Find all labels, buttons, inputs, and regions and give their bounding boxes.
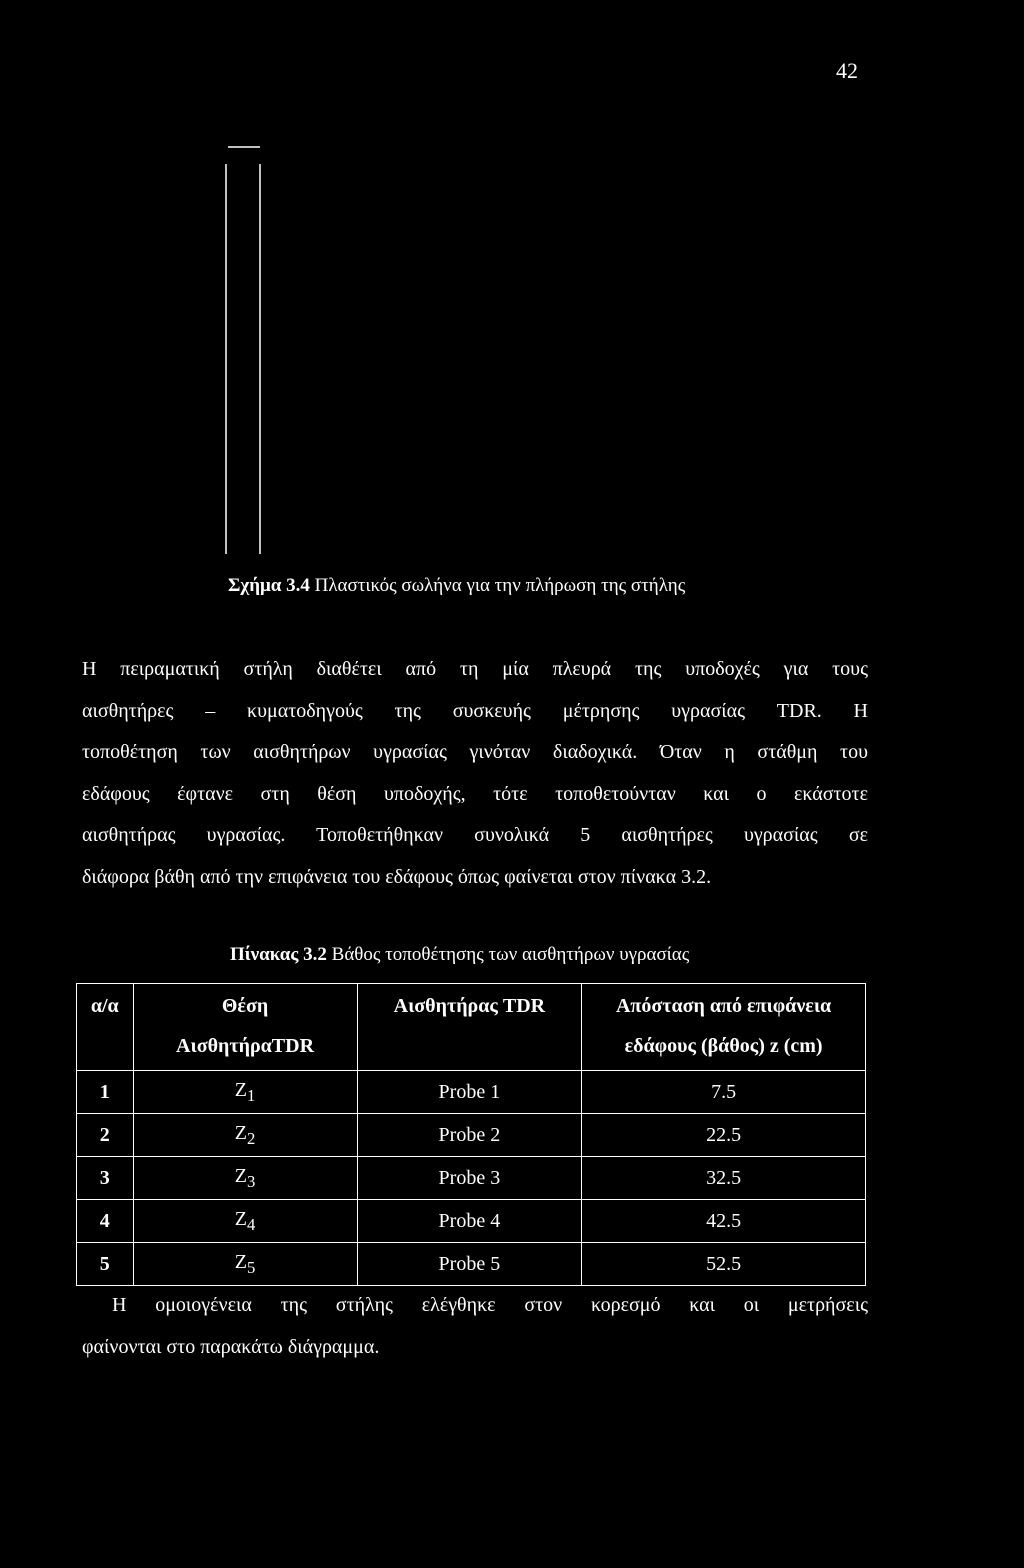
row-position xyxy=(133,1114,357,1157)
position-subscript: 1 xyxy=(247,1085,256,1105)
page-number: 42 xyxy=(836,58,858,83)
row-index: 3 xyxy=(77,1157,134,1200)
position-symbol: Z xyxy=(234,1121,247,1144)
paragraph-line: Η πειραματική στήλη διαθέτει από τη μία πλευρά της υποδοχές για τους xyxy=(82,658,868,680)
paragraph-line: διάφορα βάθη από την επιφάνεια του εδάφους όπως φαίνεται στον πίνακα 3.2. xyxy=(82,865,712,888)
row-probe: Probe 5 xyxy=(357,1243,582,1286)
body-paragraph-1 xyxy=(82,649,868,898)
paragraph-line: εδάφους έφτανε στη θέση υποδοχής, τότε τοποθετούνταν και ο εκάστοτε xyxy=(82,782,868,805)
position-symbol: Z xyxy=(234,1078,247,1101)
row-position xyxy=(133,1200,357,1243)
row-index: 5 xyxy=(77,1243,134,1286)
row-depth: 22.5 xyxy=(582,1114,866,1157)
position-subscript: 2 xyxy=(247,1128,256,1148)
row-depth: 32.5 xyxy=(582,1157,866,1200)
position-symbol: Z xyxy=(234,1164,247,1187)
header-line: εδάφους (βάθος) z (cm) xyxy=(624,1035,823,1057)
header-index: α/α xyxy=(77,984,134,1071)
table-label: Πίνακας 3.2 xyxy=(230,944,327,965)
body-paragraph-2 xyxy=(82,1285,868,1368)
position-symbol: Z xyxy=(234,1207,247,1230)
table-caption-text: Βάθος τοποθέτησης των αισθητήρων υγρασίας xyxy=(326,944,690,965)
row-depth: 42.5 xyxy=(582,1200,866,1243)
row-depth: 52.5 xyxy=(582,1243,866,1286)
table-row xyxy=(77,1200,866,1243)
row-position xyxy=(133,1071,357,1114)
paragraph-line: Η ομοιογένεια της στήλης ελέγθηκε στον κορεσμό και οι μετρήσεις xyxy=(112,1294,868,1316)
paragraph-line: αισθητήρας υγρασίας. Τοποθετήθηκαν συνολικά 5 αισθητήρες υγρασίας σε xyxy=(82,824,868,846)
paragraph-line: φαίνονται στο παρακάτω διάγραμμα. xyxy=(82,1335,380,1358)
position-subscript: 5 xyxy=(247,1257,256,1277)
figure-label: Σχήμα 3.4 xyxy=(228,575,310,596)
table-row xyxy=(77,1243,866,1286)
table-header-row xyxy=(77,984,866,1071)
row-probe: Probe 4 xyxy=(357,1200,582,1243)
position-symbol: Z xyxy=(234,1250,247,1273)
header-line: Απόσταση από επιφάνεια xyxy=(615,995,832,1017)
table-row xyxy=(77,1071,866,1114)
header-line: Θέση xyxy=(221,995,269,1017)
header-depth xyxy=(582,984,866,1071)
row-index: 1 xyxy=(77,1071,134,1114)
position-subscript: 3 xyxy=(247,1171,256,1191)
plastic-tube-figure xyxy=(222,140,266,560)
sensor-depth-table xyxy=(76,983,866,1286)
position-subscript: 4 xyxy=(247,1214,256,1234)
row-probe: Probe 1 xyxy=(357,1071,582,1114)
paragraph-line: αισθητήρες – κυματοδηγούς της συσκευής μέτρησης υγρασίας TDR. Η xyxy=(82,699,868,722)
header-tdr-sensor: Αισθητήρας TDR xyxy=(357,984,582,1071)
table-caption xyxy=(230,944,689,966)
row-index: 2 xyxy=(77,1114,134,1157)
figure-caption xyxy=(228,575,685,597)
table-row xyxy=(77,1157,866,1200)
figure-caption-text: Πλαστικός σωλήνα για την πλήρωση της στήλης xyxy=(309,575,686,596)
row-depth: 7.5 xyxy=(582,1071,866,1114)
row-probe: Probe 3 xyxy=(357,1157,582,1200)
row-position xyxy=(133,1157,357,1200)
row-index: 4 xyxy=(77,1200,134,1243)
header-sensor-position xyxy=(133,984,357,1071)
paragraph-line: τοποθέτηση των αισθητήρων υγρασίας γινόταν διαδοχικά. Όταν η στάθμη του xyxy=(82,741,868,763)
row-probe: Probe 2 xyxy=(357,1114,582,1157)
row-position xyxy=(133,1243,357,1286)
header-line: ΑισθητήραTDR xyxy=(176,1035,315,1057)
table-row xyxy=(77,1114,866,1157)
